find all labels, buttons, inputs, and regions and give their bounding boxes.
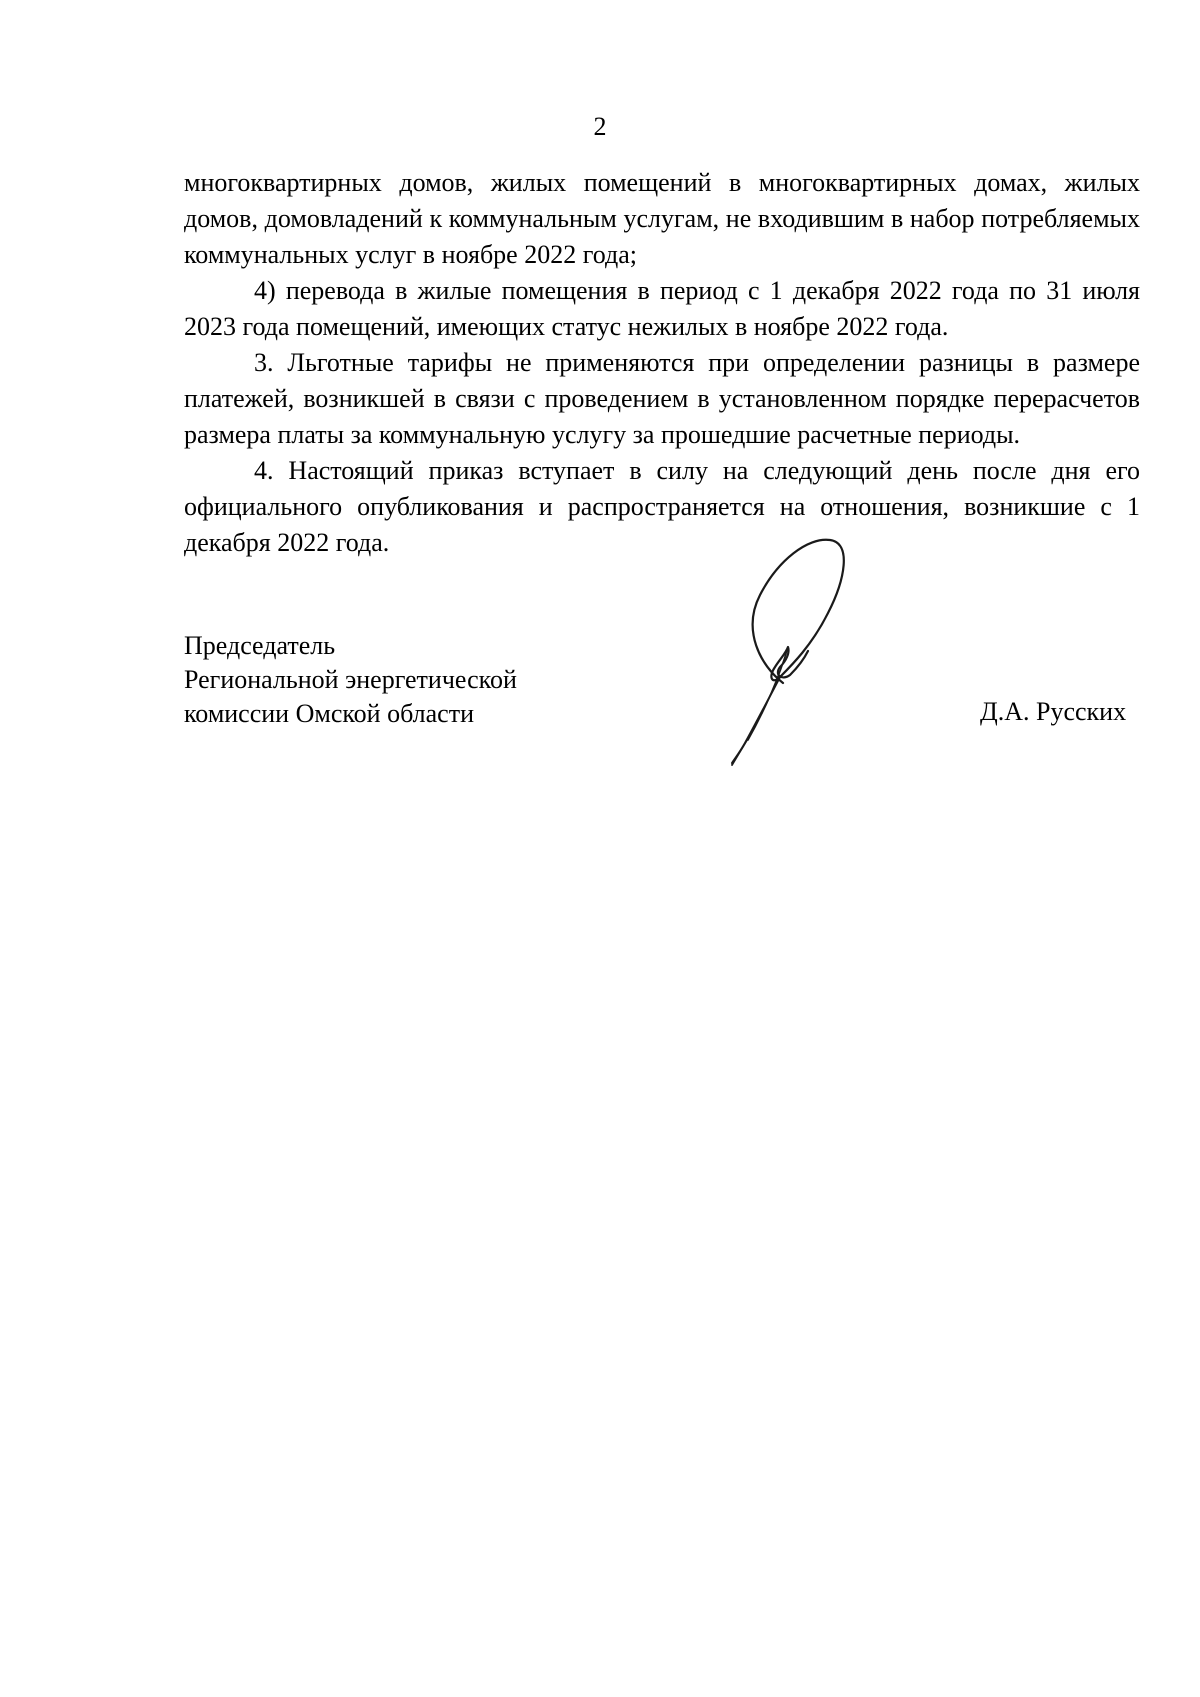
position-line: Региональной энергетической [184, 665, 517, 694]
page-number: 2 [593, 112, 607, 141]
signer-name: Д.А. Русских [980, 697, 1127, 726]
position-line: Председатель [184, 631, 336, 660]
position-line: комиссии Омской области [184, 699, 474, 728]
paragraph-clause-4: 4. Настоящий приказ вступает в силу на следующий день после дня его официального опубликования и распространяется на отношения, возникшие с 1 декабря 2022 года. [184, 456, 1140, 557]
signatory-position [184, 629, 517, 731]
paragraph-continuation: многоквартирных домов, жилых помещений в многоквартирных домах, жилых домов, домовладений к коммунальным услугам, не входившим в набор потребляемых коммунальных услуг в ноябре 2022 года; [184, 168, 1140, 269]
handwritten-signature-icon [720, 535, 910, 785]
document-body [184, 165, 1140, 561]
paragraph-clause-3: 3. Льготные тарифы не применяются при определении разницы в размере платежей, возникшей в связи с проведением в установленном порядке перерасчетов размера платы за коммунальную услугу за прошедшие расчетные периоды. [184, 348, 1140, 449]
paragraph-item-4: 4) перевода в жилые помещения в период с 1 декабря 2022 года по 31 июля 2023 года помещений, имеющих статус нежилых в ноябре 2022 года. [184, 276, 1140, 341]
